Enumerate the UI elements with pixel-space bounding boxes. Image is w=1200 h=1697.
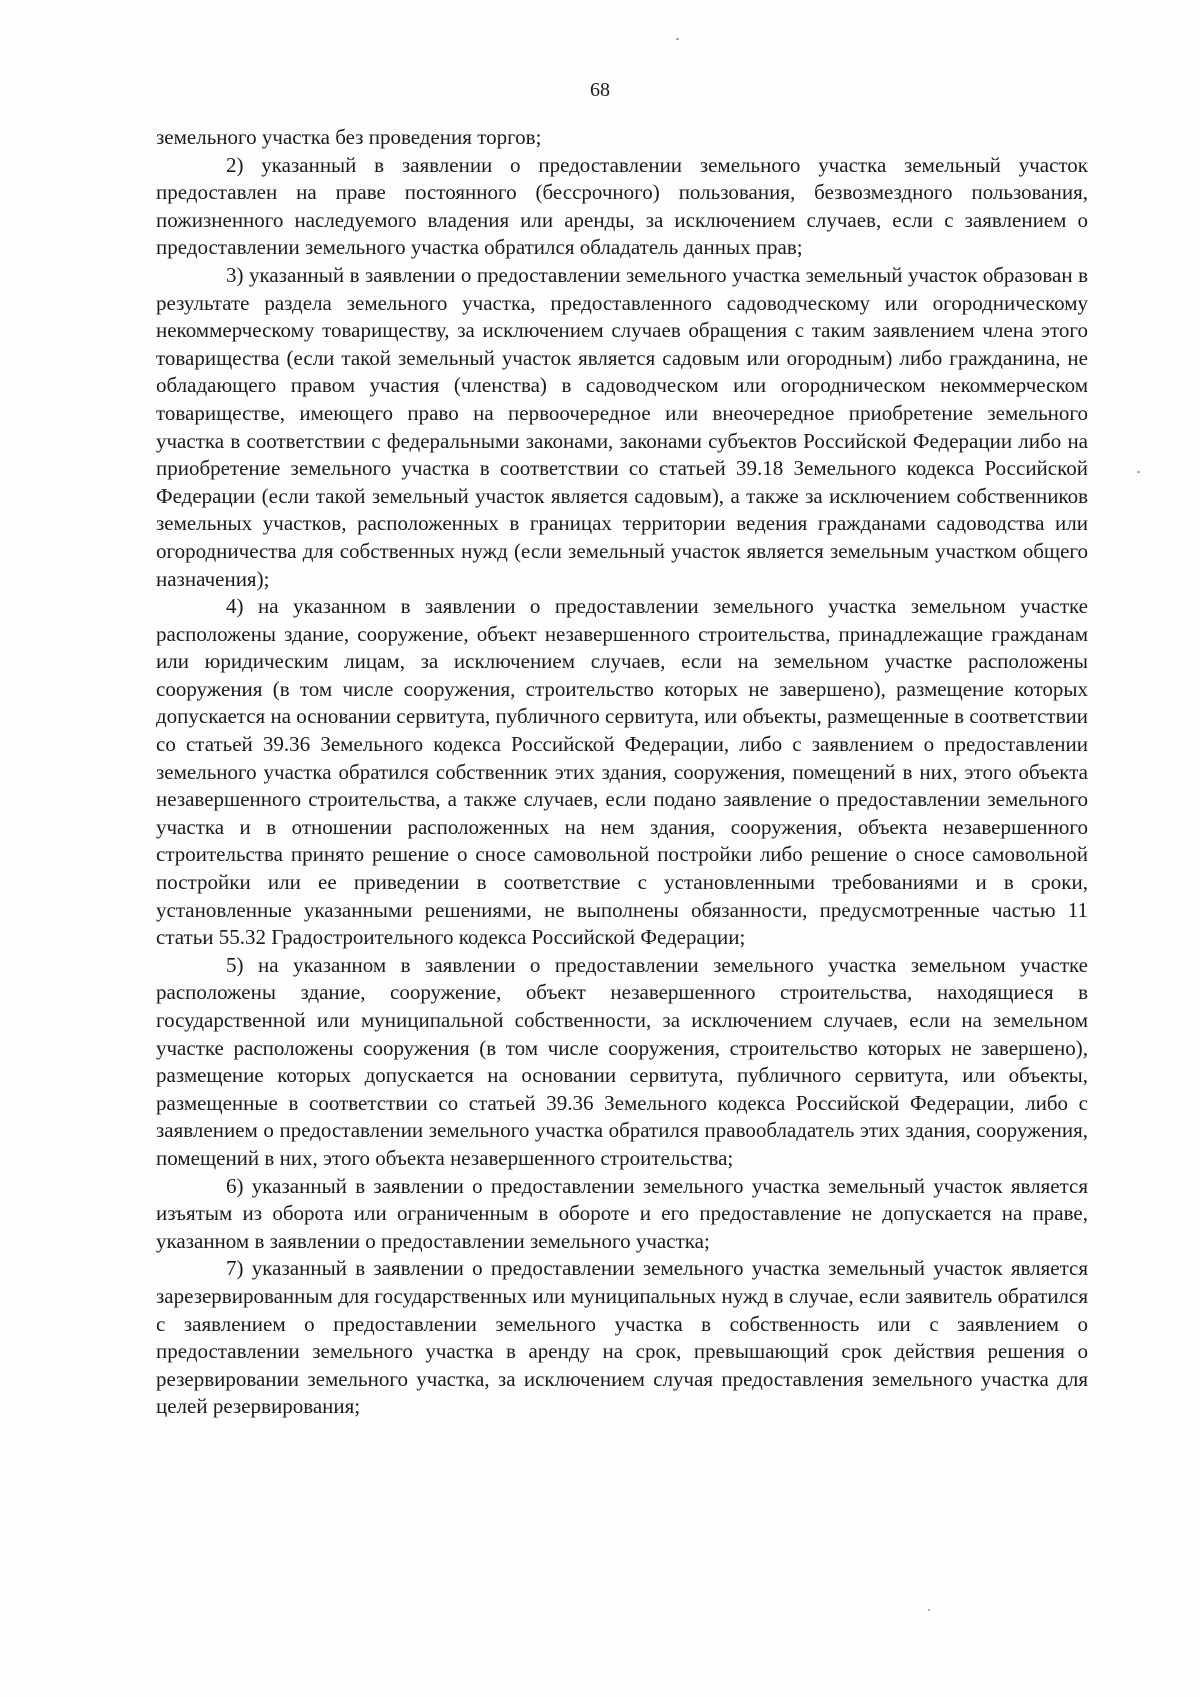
document-body <box>156 124 1088 1421</box>
list-item-7: 7) указанный в заявлении о предоставлении земельного участка земельный участок является зарезервированным для государственных или муниципальных нужд в случае, если заявитель обратился с заявлением о предоставлении земельного участка в собственность или с заявлением о предоставлении земельного участка в аренду на срок, превышающий срок действия решения о резервировании земельного участка, за исключением случая предоставления земельного участка для целей резервирования; <box>156 1256 1088 1419</box>
paragraph-continuation: земельного участка без проведения торгов; <box>156 125 542 149</box>
page-number: 68 <box>590 79 610 101</box>
list-item-2: 2) указанный в заявлении о предоставлении земельного участка земельный участок предоставлен на праве постоянного (бессрочного) пользования, безвозмездного пользования, пожизненного наследуемого владения или аренды, за исключением случаев, если с заявлением о предоставлении земельного участка обратился обладатель данных прав; <box>156 152 1088 260</box>
list-item-6: 6) указанный в заявлении о предоставлении земельного участка земельный участок является изъятым из оборота или ограниченным в обороте и его предоставление не допускается на праве, указанном в заявлении о предоставлении земельного участка; <box>156 1173 1088 1253</box>
list-item-3: 3) указанный в заявлении о предоставлении земельного участка земельный участок образован в результате раздела земельного участка, предоставленного садоводческому или огородническому некоммерческому товариществу, за исключением случаев обращения с таким заявлением члена этого товарищества (если такой земельный участок является садовым или огородным) либо гражданина, не обладающего правом участия (членства) в садоводческом или огородническом некоммерческом товариществе, имеющего право на первоочередное или внеочередное приобретение земельного участка в соответствии с федеральными законами, законами субъектов Российской Федерации либо на приобретение земельного участка в соответствии со статьей 39.18 Земельного кодекса Российской Федерации (если такой земельный участок является садовым), а также за исключением собственников земельных участков, расположенных в границах территории ведения гражданами садоводства или огородничества для собственных нужд (если земельный участок является земельным участком общего назначения); <box>156 262 1088 591</box>
list-item-4: 4) на указанном в заявлении о предоставлении земельного участка земельном участке расположены здание, сооружение, объект незавершенного строительства, принадлежащие гражданам или юридическим лицам, за исключением случаев, если на земельном участке расположены сооружения (в том числе сооружения, строительство которых не завершено), размещение которых допускается на основании сервитута, публичного сервитута, или объекты, размещенные в соответствии со статьей 39.36 Земельного кодекса Российской Федерации, либо с заявлением о предоставлении земельного участка обратился собственник этих здания, сооружения, помещений в них, этого объекта незавершенного строительства, а также случаев, если подано заявление о предоставлении земельного участка и в отношении расположенных на нем здания, сооружения, объекта незавершенного строительства принято решение о сносе самовольной постройки либо решение о сносе самовольной постройки или ее приведении в соответствие с установленными требованиями и в сроки, установленные указанными решениями, не выполнены обязанности, предусмотренные частью 11 статьи 55.32 Градостроительного кодекса Российской Федерации; <box>156 594 1088 950</box>
scan-speck <box>676 38 679 40</box>
list-item-5: 5) на указанном в заявлении о предоставлении земельного участка земельном участке расположены здание, сооружение, объект незавершенного строительства, находящиеся в государственной или муниципальной собственности, за исключением случаев, если на земельном участке расположены сооружения (в том числе сооружения, строительство которых не завершено), размещение которых допускается на основании сервитута, публичного сервитута, или объекты, размещенные в соответствии со статьей 39.36 Земельного кодекса Российской Федерации, либо с заявлением о предоставлении земельного участка обратился правообладатель этих здания, сооружения, помещений в них, этого объекта незавершенного строительства; <box>156 952 1088 1170</box>
scan-speck <box>1137 471 1140 473</box>
scan-speck <box>928 1609 930 1611</box>
